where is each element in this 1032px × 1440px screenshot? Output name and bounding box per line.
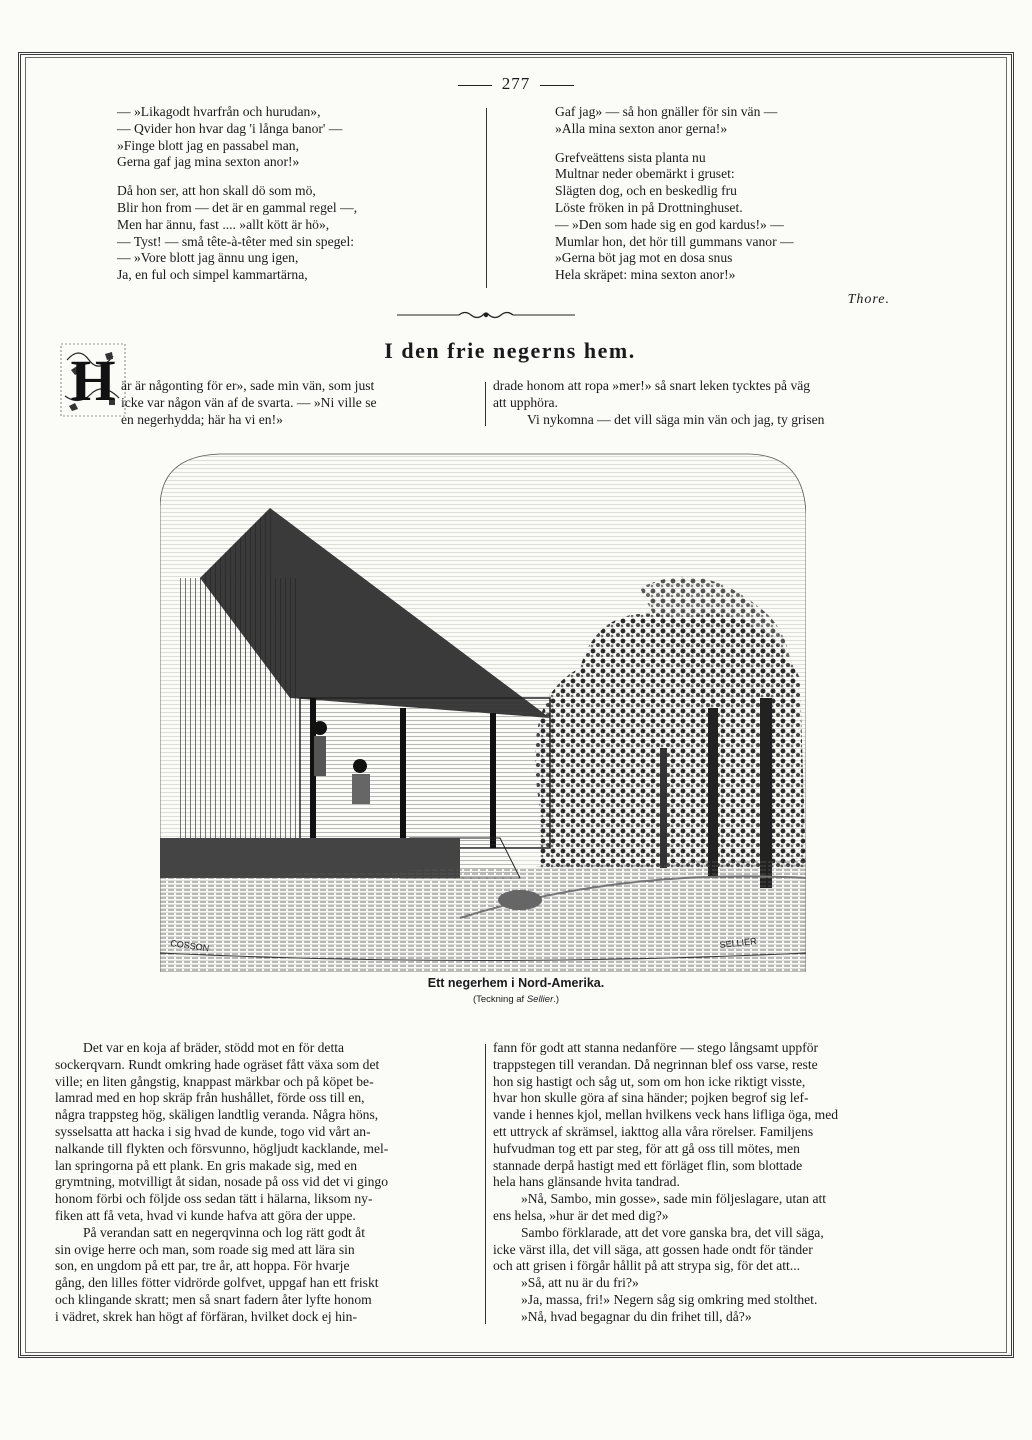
text-line: »Gerna böt jag mot en dosa snus — [555, 250, 733, 266]
text-line: »Finge blott jag en passabel man, — [117, 137, 299, 153]
text-line: gång, den lilles fötter vidrörde golfvet, uppgaf han ett friskt — [55, 1275, 379, 1291]
text-line: och att grisen i förgår hållit på att strypa sig, för det att... — [493, 1258, 801, 1274]
page-number-dash-left — [458, 85, 492, 86]
body-column-divider — [485, 1044, 486, 1324]
text-line: en negerhydda; här ha vi en!» — [121, 411, 283, 427]
text-line: hon sig hastigt och såg ut, som om hon icke riktigt visste, — [493, 1073, 806, 1089]
text-line: Grefveättens sista planta nu — [555, 149, 706, 165]
text-line: hvar hon skulle göra af sina händer; pojken begrof sig lef- — [493, 1090, 809, 1106]
text-line: — »Vore blott jag ännu ung igen, — [117, 250, 299, 266]
text-line: i vädret, skrek han högt af förfäran, hvilket dock ej hin- — [55, 1308, 357, 1324]
text-line: — Qvider hon hvar dag 'i långa banor' — — [117, 120, 343, 136]
text-line: stannade derpå hastigt med ett förläget flin, som blottade — [493, 1157, 803, 1173]
stanza-break — [117, 171, 477, 183]
text-line: ville; en liten gångstig, knappast märkbar och på köpet be- — [55, 1073, 374, 1089]
poem-left-column — [117, 104, 477, 284]
credit-artist: Sellier — [526, 994, 554, 1005]
text-line: sin ovige herre och man, som roade sig med att lära sin — [55, 1241, 355, 1257]
illustration-log-cabin-engraving — [160, 448, 806, 972]
text-line: icke värst illa, det vill säga, att gossen hade ondt för tänder — [493, 1241, 813, 1257]
dropcap-letter: H — [70, 348, 116, 413]
text-line: På verandan satt en negerqvinna och log rätt godt åt — [83, 1224, 365, 1240]
section-ornament — [397, 308, 575, 322]
text-line: Det var en koja af bräder, stödd mot en för detta — [83, 1040, 345, 1055]
text-line: trappstegen till verandan. Då negrinnan blef oss varse, reste — [493, 1056, 818, 1072]
credit-prefix: (Teckning af — [472, 994, 527, 1005]
text-line: fann för godt att stanna nedanföre — stego långsamt uppför — [493, 1040, 819, 1055]
text-line: sockerqvarn. Rundt omkring hade ogräset fått växa som det — [55, 1056, 380, 1072]
engraver-signature-right: SELLIER — [719, 936, 758, 950]
text-line: Mumlar hon, det hör till gummans vanor — — [555, 233, 794, 249]
text-line: att upphöra. — [493, 394, 558, 410]
body-left-column — [55, 1040, 479, 1326]
text-line: och klingande skratt; men så snart fadern åter lyfte honom — [55, 1291, 372, 1307]
page-number-dash-right — [540, 85, 574, 86]
text-line: drade honom att ropa »mer!» så snart leken tycktes på väg — [493, 378, 811, 393]
text-line: »Nå, hvad begagnar du din frihet till, då?» — [521, 1308, 752, 1324]
text-line: Löste fröken in på Drottninghuset. — [555, 199, 743, 215]
illustration-caption: Ett negerhem i Nord-Amerika. — [427, 976, 605, 990]
engraver-signature-left: COSSON — [169, 938, 210, 954]
text-line: »Alla mina sexton anor gerna!» — [555, 120, 728, 136]
text-line: nalkande till flykten och försvunno, högljudt kacklande, mel- — [55, 1140, 389, 1156]
text-line: sysselsatta att hacka i sig hvad de kunde, togo vid vårt an- — [55, 1123, 371, 1139]
text-line: är är någonting för er», sade min vän, som just — [121, 378, 375, 393]
article-title: I den frie negerns hem. — [384, 338, 636, 363]
page-number-text: 277 — [501, 74, 531, 93]
text-line: hufvudman tog ett par steg, för att gå oss till mötes, men — [493, 1140, 800, 1156]
text-line: lan springorna på ett plank. En gris makade sig, med en — [55, 1157, 358, 1173]
text-line: — »Den som hade sig en god kardus!» — — [555, 216, 784, 232]
text-line: »Ja, massa, fri!» Negern såg sig omkring med stolthet. — [521, 1291, 818, 1307]
poem-column-divider — [486, 108, 487, 288]
text-line: Gaf jag» — så hon gnäller för sin vän — — [555, 104, 778, 119]
poem-signature: Thore. — [847, 292, 890, 307]
text-line: icke var någon vän af de svarta. — »Ni ville se — [121, 394, 377, 410]
illustration-credit — [0, 994, 1032, 1005]
text-line: Men har ännu, fast .... »allt kött är hö», — [117, 216, 330, 232]
text-line: Slägten dog, och en beskedlig fru — [555, 183, 737, 199]
text-line: — »Likagodt hvarfrån och hurudan», — [117, 104, 321, 119]
poem-right-column — [555, 104, 895, 284]
text-line: hela hans glänsande hvita tandrad. — [493, 1174, 680, 1190]
text-line: Vi nykomna — det vill säga min vän och jag, ty grisen — [527, 411, 825, 427]
text-line: Hela skräpet: mina sexton anor!» — [555, 267, 736, 283]
body-right-column — [493, 1040, 917, 1326]
text-line: Då hon ser, att hon skall dö som mö, — [117, 183, 316, 199]
text-line: Ja, en ful och simpel kammartärna, — [117, 267, 308, 283]
text-line: Multnar neder obemärkt i gruset: — [555, 166, 735, 182]
text-line: fiken att få veta, hvad vi kunde hafva att göra der uppe. — [55, 1207, 356, 1223]
intro-left-column — [121, 378, 481, 428]
text-line: — Tyst! — små tête-à-têter med sin spegel: — [117, 233, 355, 249]
text-line: ett uttryck af skrämsel, iakttog alla våra rörelser. Familjens — [493, 1123, 814, 1139]
text-line: grymtning, motvilligt åt sidan, nosade på oss vid det vi gingo — [55, 1174, 389, 1190]
intro-right-column — [493, 378, 917, 428]
dropcap-initial — [57, 340, 129, 420]
text-line: Blir hon from — det är en gammal regel —, — [117, 199, 358, 215]
text-line: »Nå, Sambo, min gosse», sade min följeslagare, utan att — [521, 1191, 827, 1207]
stanza-break — [555, 138, 895, 150]
text-line: »Så, att nu är du fri?» — [521, 1275, 639, 1291]
text-line: ens helsa, »hur är det med dig?» — [493, 1207, 669, 1223]
text-line: lamrad med en hop skräp från hushållet, förde oss till en, — [55, 1090, 365, 1106]
text-line: vande i hennes kjol, mellan hvilkens veck hans lifliga öga, med — [493, 1107, 839, 1123]
intro-column-divider — [485, 382, 486, 426]
text-line: honom förbi och följde oss sedan tätt i hälarna, liksom ny- — [55, 1191, 373, 1207]
text-line: några trappsteg hög, skäligen landtlig veranda. Några höns, — [55, 1107, 379, 1123]
text-line: Sambo förklarade, att det vore ganska bra, det vill säga, — [521, 1224, 824, 1240]
credit-suffix: .) — [553, 994, 560, 1005]
page-number — [0, 74, 1032, 94]
text-line: son, en ungdom på ett par, tre år, att hoppa. För hvarje — [55, 1258, 350, 1274]
text-line: Gerna gaf jag mina sexton anor!» — [117, 154, 300, 170]
